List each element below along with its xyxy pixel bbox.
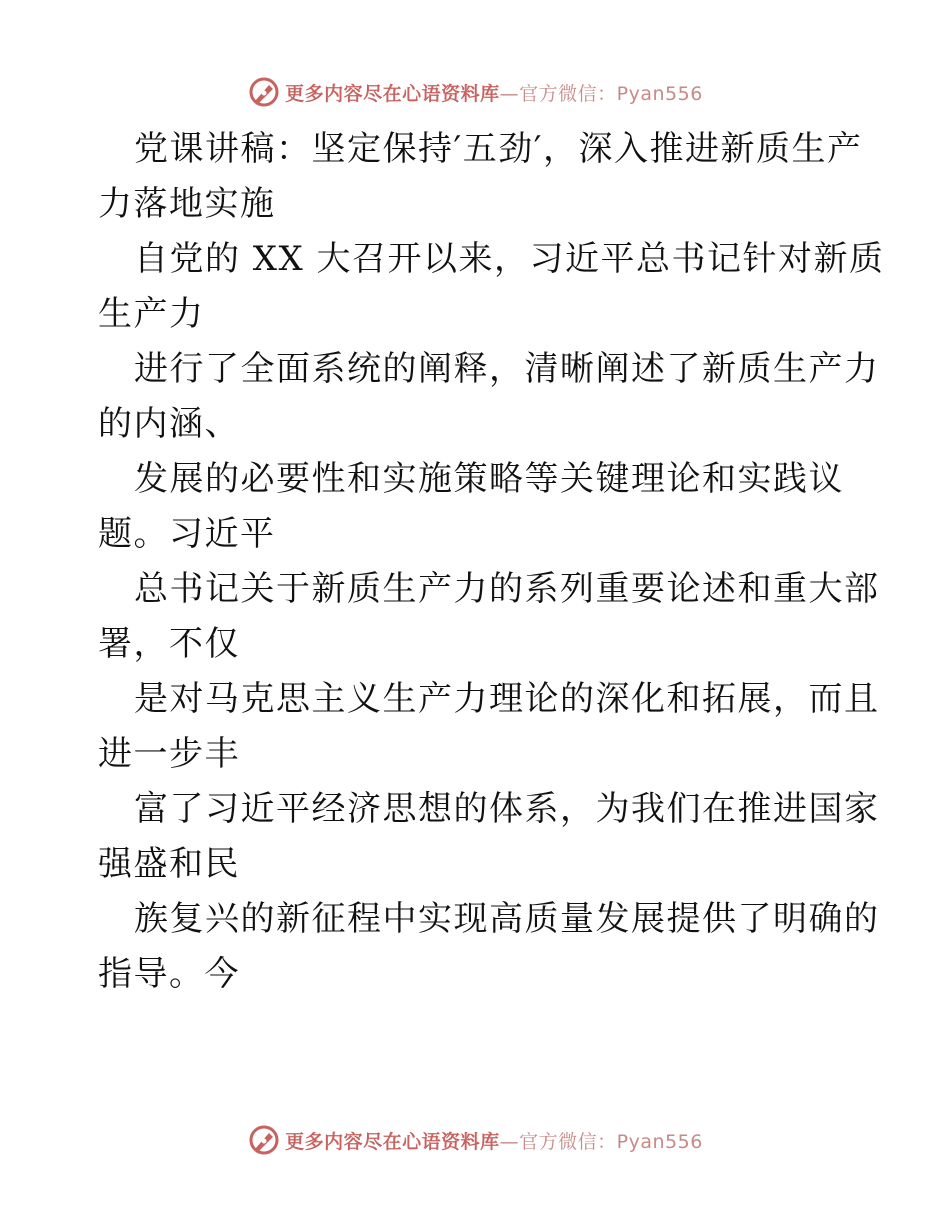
footer-watermark xyxy=(0,1120,950,1160)
document-line: 的内涵、 xyxy=(98,404,240,444)
document-line: 发展的必要性和实施策略等关键理论和实践议 xyxy=(134,459,844,499)
header-banner-text xyxy=(285,79,703,106)
document-line: 生产力 xyxy=(98,294,205,334)
document-line: 总书记关于新质生产力的系列重要论述和重大部 xyxy=(134,569,880,609)
pen-logo-icon xyxy=(247,75,281,109)
document-line: 自党的 XX 大召开以来，习近平总书记针对新质 xyxy=(134,239,885,279)
header-brand: 更多内容尽在心语资料库 xyxy=(285,82,500,105)
document-line: 进一步丰 xyxy=(98,734,240,774)
pen-logo-icon xyxy=(247,1123,281,1157)
document-line: 富了习近平经济思想的体系，为我们在推进国家 xyxy=(134,789,880,829)
document-line: 署，不仅 xyxy=(98,624,240,664)
footer-brand: 更多内容尽在心语资料库 xyxy=(285,1130,500,1153)
document-line: 强盛和民 xyxy=(98,844,240,884)
header-wechat: —官方微信：Pyan556 xyxy=(499,82,703,105)
document-line: 进行了全面系统的阐释，清晰阐述了新质生产力 xyxy=(134,349,880,389)
footer-banner-text xyxy=(285,1127,703,1154)
document-line: 是对马克思主义生产力理论的深化和拓展，而且 xyxy=(134,679,880,719)
document-line: 族复兴的新征程中实现高质量发展提供了明确的 xyxy=(134,899,880,939)
header-watermark xyxy=(0,72,950,112)
footer-wechat: —官方微信：Pyan556 xyxy=(499,1130,703,1153)
document-line: 题。习近平 xyxy=(98,514,276,554)
document-line: 党课讲稿：坚定保持′五劲′，深入推进新质生产 xyxy=(134,129,863,169)
document-line: 指导。今 xyxy=(98,954,240,994)
document-line: 力落地实施 xyxy=(98,184,276,224)
document-body xyxy=(98,122,885,1002)
